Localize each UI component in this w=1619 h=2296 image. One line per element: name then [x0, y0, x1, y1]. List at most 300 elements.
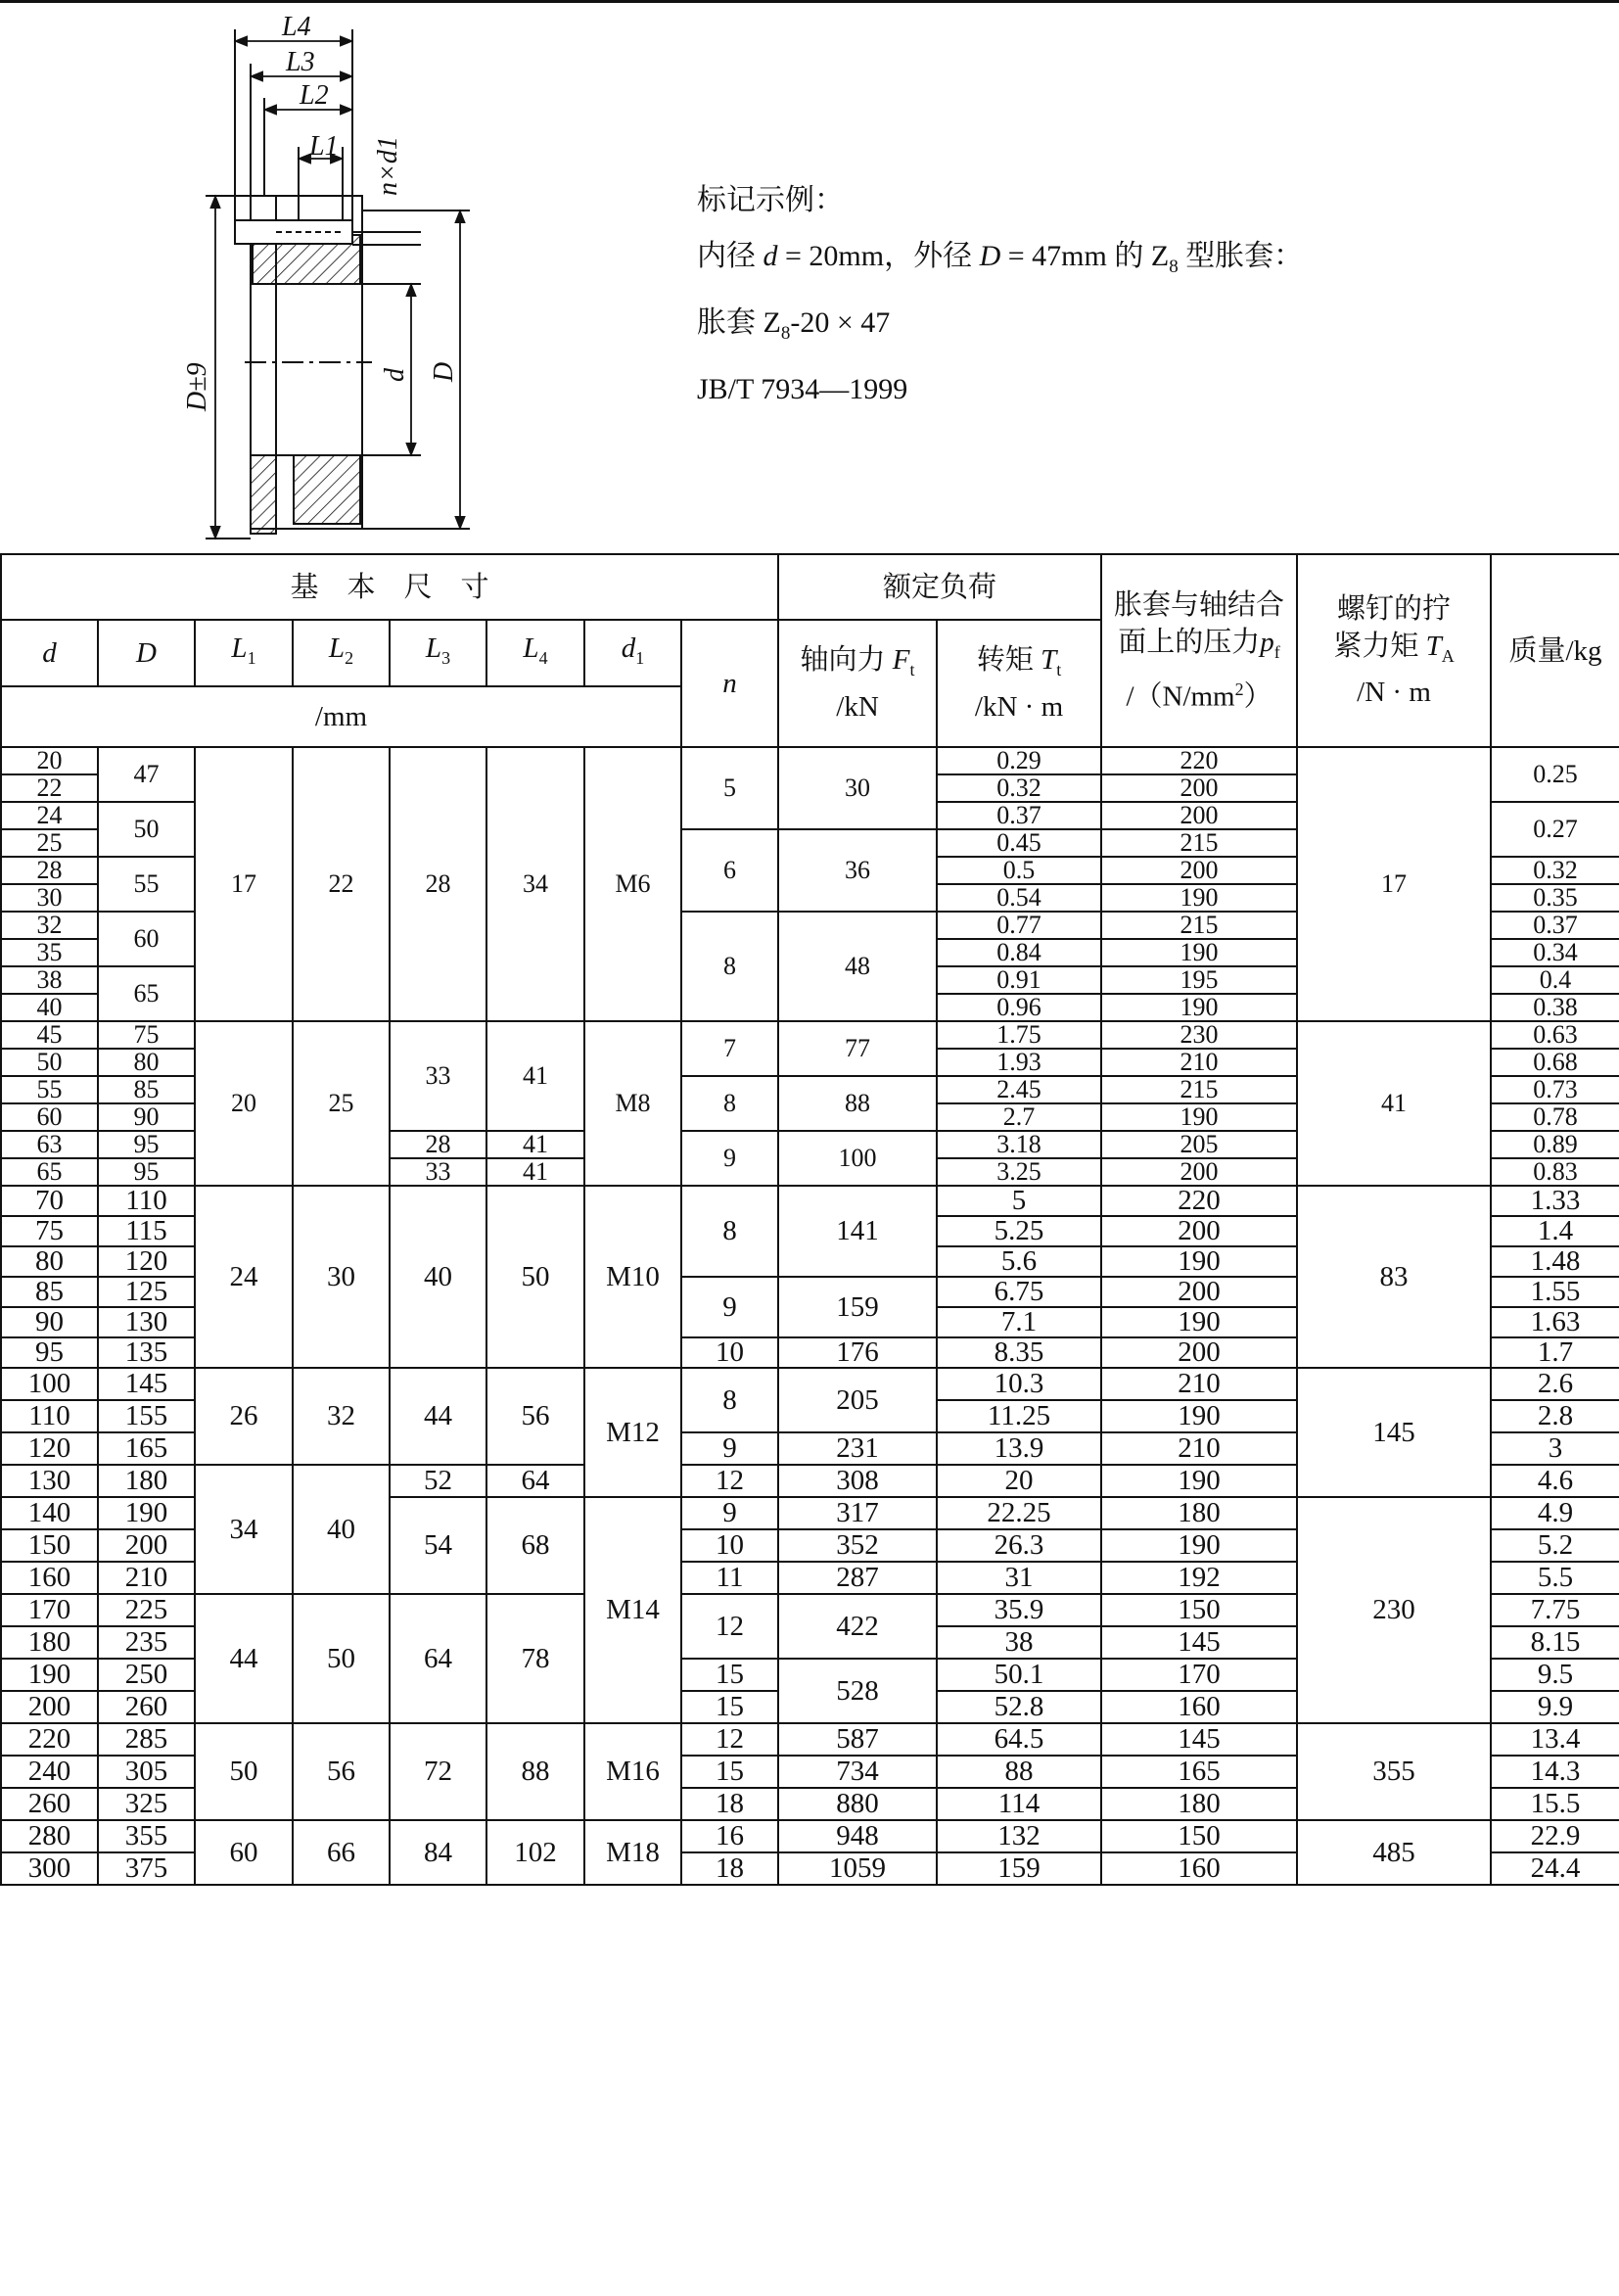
cell-D: 225 [98, 1594, 195, 1626]
cell-D: 165 [98, 1432, 195, 1465]
cell-n: 15 [681, 1756, 778, 1788]
cell-L3: 64 [390, 1594, 486, 1723]
cell-n: 12 [681, 1594, 778, 1659]
cell-d: 240 [1, 1756, 98, 1788]
cell-pressure: 170 [1101, 1659, 1297, 1691]
header-n: n [681, 620, 778, 747]
cell-screw-torque: 230 [1297, 1497, 1491, 1723]
cell-d: 140 [1, 1497, 98, 1529]
cell-mass: 2.8 [1491, 1400, 1619, 1432]
cell-mass: 13.4 [1491, 1723, 1619, 1756]
cell-pressure: 220 [1101, 1186, 1297, 1216]
cell-axial-force: 948 [778, 1820, 937, 1852]
spec-table-body [1, 747, 1619, 1885]
cell-d: 38 [1, 966, 98, 994]
cell-D: 325 [98, 1788, 195, 1820]
cell-L4: 78 [486, 1594, 584, 1723]
header-L1: $L_1$ [195, 620, 293, 686]
cell-D: 235 [98, 1626, 195, 1659]
cell-mass: 5.2 [1491, 1529, 1619, 1562]
cell-axial-force: 48 [778, 912, 937, 1021]
label-n-d1: n×d1 [373, 136, 403, 196]
cell-L3: 28 [390, 747, 486, 1021]
cell-d: 80 [1, 1246, 98, 1277]
cell-mass: 0.25 [1491, 747, 1619, 802]
cell-D: 125 [98, 1277, 195, 1307]
header-rated-load: 额定负荷 [778, 554, 1101, 620]
cell-D: 55 [98, 857, 195, 912]
cell-mass: 1.33 [1491, 1186, 1619, 1216]
cell-D: 110 [98, 1186, 195, 1216]
cell-D: 285 [98, 1723, 195, 1756]
expansion-sleeve-spec-table [0, 553, 1619, 1886]
cell-pressure: 190 [1101, 994, 1297, 1021]
header-L4: $L_4$ [486, 620, 584, 686]
cell-screw-torque: 83 [1297, 1186, 1491, 1368]
table-row [1, 1186, 1619, 1216]
cell-d1: M16 [584, 1723, 681, 1820]
cell-pressure: 210 [1101, 1049, 1297, 1076]
header-d: d [1, 620, 98, 686]
cell-torque: 8.35 [937, 1337, 1101, 1368]
cell-L4: 56 [486, 1368, 584, 1465]
cell-L1: 20 [195, 1021, 293, 1186]
cell-pressure: 200 [1101, 1337, 1297, 1368]
label-D: D [429, 361, 459, 382]
cell-d: 280 [1, 1820, 98, 1852]
cell-d: 70 [1, 1186, 98, 1216]
cell-pressure: 215 [1101, 912, 1297, 939]
cell-n: 7 [681, 1021, 778, 1076]
cell-d: 28 [1, 857, 98, 884]
cell-d: 32 [1, 912, 98, 939]
cell-L2: 56 [293, 1723, 390, 1820]
cell-d: 160 [1, 1562, 98, 1594]
cell-L3: 84 [390, 1820, 486, 1885]
cell-n: 8 [681, 1076, 778, 1131]
cell-d: 85 [1, 1277, 98, 1307]
cell-d: 130 [1, 1465, 98, 1497]
cell-torque: 6.75 [937, 1277, 1101, 1307]
cell-torque: 5.6 [937, 1246, 1101, 1277]
cell-d: 110 [1, 1400, 98, 1432]
cell-D: 210 [98, 1562, 195, 1594]
cell-D: 95 [98, 1131, 195, 1158]
cell-d: 200 [1, 1691, 98, 1723]
cell-torque: 52.8 [937, 1691, 1101, 1723]
cell-mass: 9.5 [1491, 1659, 1619, 1691]
cell-mass: 5.5 [1491, 1562, 1619, 1594]
cell-axial-force: 88 [778, 1076, 937, 1131]
cell-pressure: 215 [1101, 829, 1297, 857]
marking-standard: JB/T 7934—1999 [697, 373, 908, 405]
cell-mass: 14.3 [1491, 1756, 1619, 1788]
cell-torque: 0.29 [937, 747, 1101, 774]
cell-torque: 0.37 [937, 802, 1101, 829]
cell-pressure: 190 [1101, 1103, 1297, 1131]
cell-axial-force: 308 [778, 1465, 937, 1497]
cell-pressure: 190 [1101, 1400, 1297, 1432]
cell-d1: M18 [584, 1820, 681, 1885]
cell-n: 8 [681, 912, 778, 1021]
cell-pressure: 210 [1101, 1432, 1297, 1465]
cell-L4: 68 [486, 1497, 584, 1594]
cell-pressure: 200 [1101, 1158, 1297, 1186]
label-L4: L4 [282, 12, 311, 42]
label-L2: L2 [300, 80, 329, 111]
cell-mass: 0.4 [1491, 966, 1619, 994]
marking-line-1: 内径 d = 20mm，外径 D = 47mm 的 $Z_8$ 型胀套： [697, 240, 1304, 277]
cell-L4: 88 [486, 1723, 584, 1820]
cell-screw-torque: 145 [1297, 1368, 1491, 1497]
cell-d: 150 [1, 1529, 98, 1562]
cell-d: 63 [1, 1131, 98, 1158]
cell-pressure: 190 [1101, 1246, 1297, 1277]
cell-d: 75 [1, 1216, 98, 1246]
cell-pressure: 150 [1101, 1594, 1297, 1626]
cell-torque: 0.77 [937, 912, 1101, 939]
cell-D: 120 [98, 1246, 195, 1277]
cell-D: 85 [98, 1076, 195, 1103]
cell-torque: 132 [937, 1820, 1101, 1852]
cell-L2: 50 [293, 1594, 390, 1723]
cell-mass: 22.9 [1491, 1820, 1619, 1852]
cell-torque: 0.96 [937, 994, 1101, 1021]
cell-mass: 1.48 [1491, 1246, 1619, 1277]
cell-n: 6 [681, 829, 778, 912]
cell-d: 90 [1, 1307, 98, 1337]
cell-L4: 41 [486, 1158, 584, 1186]
cell-pressure: 200 [1101, 1216, 1297, 1246]
cell-axial-force: 317 [778, 1497, 937, 1529]
cell-d1: M6 [584, 747, 681, 1021]
cell-L2: 40 [293, 1465, 390, 1594]
cell-axial-force: 1059 [778, 1852, 937, 1885]
cell-n: 8 [681, 1186, 778, 1277]
cell-torque: 159 [937, 1852, 1101, 1885]
cell-D: 200 [98, 1529, 195, 1562]
cell-pressure: 150 [1101, 1820, 1297, 1852]
cell-L3: 33 [390, 1158, 486, 1186]
cell-d: 95 [1, 1337, 98, 1368]
cell-D: 80 [98, 1049, 195, 1076]
marking-line-2: 胀套 $Z_8-20 \times 47$ [697, 306, 891, 344]
cell-screw-torque: 485 [1297, 1820, 1491, 1885]
cell-torque: 1.93 [937, 1049, 1101, 1076]
cell-d: 65 [1, 1158, 98, 1186]
cell-L2: 32 [293, 1368, 390, 1465]
cell-pressure: 160 [1101, 1852, 1297, 1885]
cell-torque: 0.54 [937, 884, 1101, 912]
cell-pressure: 160 [1101, 1691, 1297, 1723]
cell-mass: 1.4 [1491, 1216, 1619, 1246]
cell-n: 15 [681, 1659, 778, 1691]
cell-D: 135 [98, 1337, 195, 1368]
cell-L1: 26 [195, 1368, 293, 1465]
cell-pressure: 145 [1101, 1723, 1297, 1756]
cell-d: 50 [1, 1049, 98, 1076]
cell-torque: 50.1 [937, 1659, 1101, 1691]
cell-screw-torque: 17 [1297, 747, 1491, 1021]
cell-n: 18 [681, 1788, 778, 1820]
header-L3: $L_3$ [390, 620, 486, 686]
cell-L4: 34 [486, 747, 584, 1021]
cell-torque: 31 [937, 1562, 1101, 1594]
cell-L3: 44 [390, 1368, 486, 1465]
cell-pressure: 220 [1101, 747, 1297, 774]
cell-axial-force: 30 [778, 747, 937, 829]
header-d1: $d_1$ [584, 620, 681, 686]
cell-L1: 60 [195, 1820, 293, 1885]
cell-torque: 114 [937, 1788, 1101, 1820]
cell-pressure: 205 [1101, 1131, 1297, 1158]
table-row [1, 1723, 1619, 1756]
marking-example [697, 172, 1303, 417]
cell-n: 9 [681, 1277, 778, 1337]
cell-d: 120 [1, 1432, 98, 1465]
cell-d: 40 [1, 994, 98, 1021]
cell-d: 24 [1, 802, 98, 829]
cell-pressure: 200 [1101, 857, 1297, 884]
cell-mass: 0.89 [1491, 1131, 1619, 1158]
cell-torque: 0.45 [937, 829, 1101, 857]
cell-d: 60 [1, 1103, 98, 1131]
cell-pressure: 210 [1101, 1368, 1297, 1400]
cell-pressure: 195 [1101, 966, 1297, 994]
cell-torque: 2.45 [937, 1076, 1101, 1103]
cell-torque: 88 [937, 1756, 1101, 1788]
cell-D: 260 [98, 1691, 195, 1723]
cell-mass: 0.73 [1491, 1076, 1619, 1103]
cell-D: 355 [98, 1820, 195, 1852]
cell-mass: 4.9 [1491, 1497, 1619, 1529]
cell-L4: 41 [486, 1131, 584, 1158]
cell-mass: 0.68 [1491, 1049, 1619, 1076]
cell-mass: 8.15 [1491, 1626, 1619, 1659]
cell-torque: 13.9 [937, 1432, 1101, 1465]
cell-torque: 0.84 [937, 939, 1101, 966]
cell-d1: M14 [584, 1497, 681, 1723]
cell-screw-torque: 355 [1297, 1723, 1491, 1820]
cell-n: 8 [681, 1368, 778, 1432]
cell-D: 50 [98, 802, 195, 857]
cell-n: 16 [681, 1820, 778, 1852]
cell-mass: 0.27 [1491, 802, 1619, 857]
cell-torque: 11.25 [937, 1400, 1101, 1432]
cell-n: 12 [681, 1465, 778, 1497]
table-row [1, 1820, 1619, 1852]
cell-pressure: 230 [1101, 1021, 1297, 1049]
label-d: d [380, 368, 410, 382]
header-torque: 转矩 $T_t$ /kN · m [937, 620, 1101, 747]
cell-D: 180 [98, 1465, 195, 1497]
cell-n: 12 [681, 1723, 778, 1756]
cell-axial-force: 100 [778, 1131, 937, 1186]
cell-pressure: 190 [1101, 1307, 1297, 1337]
marking-title: 标记示例： [697, 184, 844, 216]
cell-mass: 1.7 [1491, 1337, 1619, 1368]
cell-mass: 3 [1491, 1432, 1619, 1465]
cell-torque: 26.3 [937, 1529, 1101, 1562]
cell-pressure: 190 [1101, 884, 1297, 912]
cell-mass: 1.55 [1491, 1277, 1619, 1307]
cell-torque: 38 [937, 1626, 1101, 1659]
cell-n: 9 [681, 1432, 778, 1465]
cell-pressure: 215 [1101, 1076, 1297, 1103]
cell-d1: M8 [584, 1021, 681, 1186]
cell-D: 250 [98, 1659, 195, 1691]
cell-mass: 2.6 [1491, 1368, 1619, 1400]
cell-mass: 24.4 [1491, 1852, 1619, 1885]
cell-axial-force: 587 [778, 1723, 937, 1756]
cell-n: 9 [681, 1131, 778, 1186]
cell-L4: 41 [486, 1021, 584, 1131]
cell-D: 155 [98, 1400, 195, 1432]
cell-mass: 1.63 [1491, 1307, 1619, 1337]
cell-pressure: 200 [1101, 1277, 1297, 1307]
cell-axial-force: 880 [778, 1788, 937, 1820]
cell-mass: 0.32 [1491, 857, 1619, 884]
cell-torque: 35.9 [937, 1594, 1101, 1626]
header-axial-force: 轴向力 $F_t$ /kN [778, 620, 937, 747]
cell-pressure: 180 [1101, 1788, 1297, 1820]
cell-n: 5 [681, 747, 778, 829]
cell-D: 375 [98, 1852, 195, 1885]
cell-screw-torque: 41 [1297, 1021, 1491, 1186]
cell-pressure: 180 [1101, 1497, 1297, 1529]
cell-mass: 0.78 [1491, 1103, 1619, 1131]
cell-torque: 3.18 [937, 1131, 1101, 1158]
cell-L4: 64 [486, 1465, 584, 1497]
cell-d: 35 [1, 939, 98, 966]
cell-L2: 25 [293, 1021, 390, 1186]
cell-n: 10 [681, 1529, 778, 1562]
cell-pressure: 190 [1101, 1529, 1297, 1562]
cell-axial-force: 205 [778, 1368, 937, 1432]
header-mass: 质量/kg [1491, 554, 1619, 747]
cell-mass: 0.83 [1491, 1158, 1619, 1186]
cell-D: 65 [98, 966, 195, 1021]
cell-L4: 50 [486, 1186, 584, 1368]
cell-torque: 5 [937, 1186, 1101, 1216]
cell-mass: 0.34 [1491, 939, 1619, 966]
cell-d: 180 [1, 1626, 98, 1659]
cell-d: 300 [1, 1852, 98, 1885]
cell-axial-force: 422 [778, 1594, 937, 1659]
cell-d: 260 [1, 1788, 98, 1820]
cell-pressure: 200 [1101, 802, 1297, 829]
cell-pressure: 192 [1101, 1562, 1297, 1594]
cell-n: 15 [681, 1691, 778, 1723]
cell-torque: 64.5 [937, 1723, 1101, 1756]
cell-torque: 3.25 [937, 1158, 1101, 1186]
label-L1: L1 [309, 131, 339, 162]
cell-d: 30 [1, 884, 98, 912]
cell-L3: 54 [390, 1497, 486, 1594]
cell-axial-force: 352 [778, 1529, 937, 1562]
cell-L1: 24 [195, 1186, 293, 1368]
cell-n: 9 [681, 1497, 778, 1529]
cell-torque: 5.25 [937, 1216, 1101, 1246]
cell-d: 55 [1, 1076, 98, 1103]
header-contact-pressure: 胀套与轴结合 面上的压力$p_f$ $/(N/mm^2)$ [1101, 554, 1297, 747]
header-D: D [98, 620, 195, 686]
cell-d: 170 [1, 1594, 98, 1626]
cell-axial-force: 141 [778, 1186, 937, 1277]
cell-torque: 20 [937, 1465, 1101, 1497]
cell-pressure: 190 [1101, 939, 1297, 966]
cell-axial-force: 176 [778, 1337, 937, 1368]
cell-L3: 52 [390, 1465, 486, 1497]
cell-D: 145 [98, 1368, 195, 1400]
cell-L3: 40 [390, 1186, 486, 1368]
cell-D: 190 [98, 1497, 195, 1529]
cell-L3: 28 [390, 1131, 486, 1158]
cell-mass: 9.9 [1491, 1691, 1619, 1723]
cell-pressure: 165 [1101, 1756, 1297, 1788]
cell-torque: 0.5 [937, 857, 1101, 884]
cell-d: 20 [1, 747, 98, 774]
table-row [1, 1021, 1619, 1049]
cell-n: 11 [681, 1562, 778, 1594]
cell-L1: 50 [195, 1723, 293, 1820]
cell-d1: M12 [584, 1368, 681, 1497]
cell-pressure: 200 [1101, 774, 1297, 802]
cell-L3: 33 [390, 1021, 486, 1131]
cell-torque: 1.75 [937, 1021, 1101, 1049]
cell-n: 18 [681, 1852, 778, 1885]
cell-L1: 34 [195, 1465, 293, 1594]
cell-mass: 7.75 [1491, 1594, 1619, 1626]
cell-pressure: 190 [1101, 1465, 1297, 1497]
cell-mass: 0.63 [1491, 1021, 1619, 1049]
cell-torque: 2.7 [937, 1103, 1101, 1131]
cell-d1: M10 [584, 1186, 681, 1368]
cell-torque: 10.3 [937, 1368, 1101, 1400]
header-L2: $L_2$ [293, 620, 390, 686]
cell-D: 75 [98, 1021, 195, 1049]
cell-d: 22 [1, 774, 98, 802]
cell-axial-force: 734 [778, 1756, 937, 1788]
cell-L2: 30 [293, 1186, 390, 1368]
cell-mass: 15.5 [1491, 1788, 1619, 1820]
cell-L4: 102 [486, 1820, 584, 1885]
label-D-tolerance: D±9 [182, 362, 212, 411]
cell-mass: 0.37 [1491, 912, 1619, 939]
cell-L1: 44 [195, 1594, 293, 1723]
cell-L2: 66 [293, 1820, 390, 1885]
cell-torque: 0.32 [937, 774, 1101, 802]
table-row [1, 1368, 1619, 1400]
cell-D: 115 [98, 1216, 195, 1246]
header-screw-torque: 螺钉的拧 紧力矩 $T_A$ /N · m [1297, 554, 1491, 747]
cell-L3: 72 [390, 1723, 486, 1820]
table-row [1, 747, 1619, 774]
cell-torque: 0.91 [937, 966, 1101, 994]
cell-torque: 22.25 [937, 1497, 1101, 1529]
header-basic-dimensions: 基 本 尺 寸 [1, 554, 778, 620]
cell-L2: 22 [293, 747, 390, 1021]
cell-D: 130 [98, 1307, 195, 1337]
cell-axial-force: 36 [778, 829, 937, 912]
cell-d: 190 [1, 1659, 98, 1691]
cell-D: 47 [98, 747, 195, 802]
cell-d: 45 [1, 1021, 98, 1049]
cell-axial-force: 231 [778, 1432, 937, 1465]
label-L3: L3 [286, 47, 315, 77]
cell-d: 100 [1, 1368, 98, 1400]
cell-d: 220 [1, 1723, 98, 1756]
